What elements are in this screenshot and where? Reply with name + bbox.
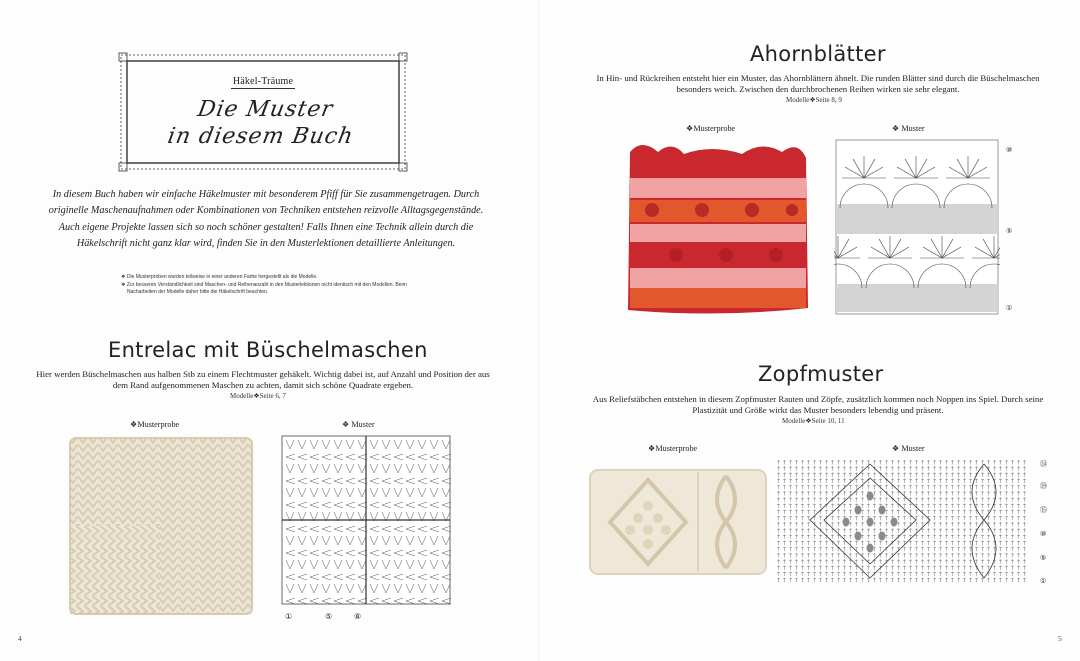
row-marker: ① — [1040, 577, 1047, 585]
entrelac-chart-caption: ❖ Muster — [342, 420, 375, 429]
row-marker: ⑩ — [1040, 530, 1047, 538]
zopf-sample-photo — [588, 466, 768, 578]
right-page — [540, 0, 1080, 661]
zopf-description: Aus Reliefstäbchen entstehen in diesem Zopfmuster Rauten und Zöpfe, zusätzlich kommen noch Noppen ins Spiel. Durch seine Plastizität und Größe wirkt das Muster besonders lebendig und präsent. — [592, 394, 1044, 416]
row-marker: ⑩ — [1006, 146, 1013, 154]
zopf-title: Zopfmuster — [758, 362, 884, 386]
row-marker: ⑳ — [1040, 482, 1047, 490]
ahorn-chart — [834, 138, 1000, 316]
page-number: 5 — [1058, 634, 1062, 643]
ahorn-title: Ahornblätter — [750, 42, 886, 66]
page-number: 4 — [18, 634, 22, 643]
row-marker: ⑮ — [1040, 506, 1047, 514]
row-marker: ⑧ — [354, 612, 362, 621]
intro-text: In diesem Buch haben wir einfache Häkelmuster mit besonderem Pfiff für Sie zusammengetragen. Durch originelle Maschenaufnahmen oder Kombinationen von Techniken entstehen reizvolle Alltagsgegenstände. Auch eigene Projekte lassen sich so noch schöner gestalten! Falls Ihnen eine Technik allein durch die Häkelschrift nicht ganz klar wird, finden Sie in den Musterlektionen detaillierte Anleitungen. — [48, 189, 484, 250]
note-item: ❖ Zur besseren Verständlichkeit sind Maschen- und Reihenanzahl in den Musterlektionen nicht identisch mit den Modellen. Beim Nacharbeiten der Modelle daher bitte die Häkelschrift beachten. — [121, 281, 407, 296]
zopf-chart-caption: ❖ Muster — [892, 444, 925, 453]
row-marker: ⑤ — [1040, 554, 1047, 562]
zopf-page-ref: Modelle❖Seite 10, 11 — [782, 417, 845, 425]
page-title: Die Muster in diesem Buch — [165, 97, 356, 149]
note-item: ❖ Die Musterproben wurden teilweise in einer anderen Farbe hergestellt als die Modelle. — [121, 274, 318, 280]
entrelac-chart — [280, 434, 452, 606]
row-marker: ⑤ — [325, 612, 333, 621]
entrelac-description: Hier werden Büschelmaschen aus halben Stb zu einem Flechtmuster gehäkelt. Wichtig dabei ist, auf Anzahl und Position der aus dem Rand aufgenommenen Maschen zu achten, damit sich schöne Quadrate ergeben. — [36, 369, 490, 391]
zopf-chart — [774, 458, 1030, 584]
entrelac-title: Entrelac mit Büschelmaschen — [108, 338, 428, 362]
ahorn-description: In Hin- und Rückreihen entsteht hier ein Muster, das Ahornblättern ähnelt. Die runden Blätter sind durch die Büschelmaschen besonders weich. Zwischen den durchbrochenen Reihen wirken sie sehr elegant. — [596, 73, 1040, 95]
kicker-label: Häkel-Träume — [232, 76, 294, 87]
title-frame — [118, 52, 408, 172]
ahorn-sample-photo — [622, 138, 812, 320]
row-marker: ⑤ — [1006, 227, 1013, 235]
row-marker: ① — [1006, 304, 1013, 312]
entrelac-sample-caption: ❖Musterprobe — [130, 420, 180, 429]
notes — [121, 274, 411, 297]
ahorn-sample-caption: ❖Musterprobe — [686, 124, 736, 133]
row-marker: ① — [285, 612, 293, 621]
ahorn-chart-caption: ❖ Muster — [892, 124, 925, 133]
zopf-sample-caption: ❖Musterprobe — [648, 444, 698, 453]
ahorn-page-ref: Modelle❖Seite 8, 9 — [786, 96, 842, 104]
entrelac-page-ref: Modelle❖Seite 6, 7 — [230, 392, 286, 400]
row-marker: ㉔ — [1040, 460, 1047, 468]
entrelac-sample-photo — [68, 436, 254, 616]
